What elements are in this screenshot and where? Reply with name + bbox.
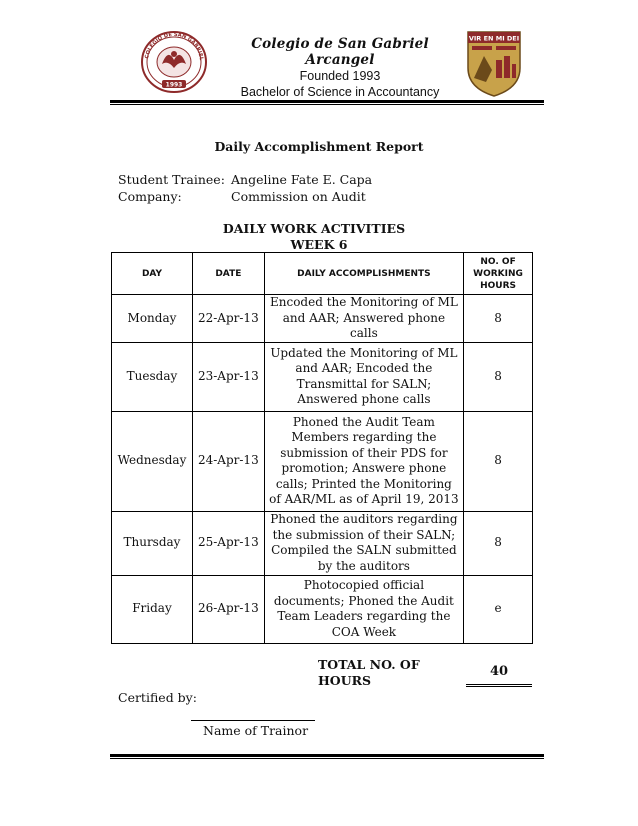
company-label: Company: [118,189,182,204]
cell-day: Monday [112,295,193,343]
footer-divider-thin [110,758,544,759]
total-hours-value: 40 [489,664,509,679]
trainee-label: Student Trainee: [118,172,225,187]
cell-accomplishment: Updated the Monitoring of ML and AAR; Encoded the Transmittal for SALN; Answered phone calls [264,342,463,411]
footer-divider [110,754,544,757]
seal-ring-text: COLEGIO DE SAN GABRIEL [144,31,204,61]
header-accomplishments: DAILY ACCOMPLISHMENTS [264,253,463,295]
cell-accomplishment: Encoded the Monitoring of ML and AAR; Answered phone calls [264,295,463,343]
activities-table [111,252,533,644]
cell-date: 22-Apr-13 [192,295,264,343]
company-name: Commission on Audit [231,189,366,204]
cell-hours: e [464,575,533,643]
cell-day: Tuesday [112,342,193,411]
week-label: WEEK 6 [290,237,348,252]
trainee-name: Angeline Fate E. Capa [231,172,373,187]
cell-date: 23-Apr-13 [192,342,264,411]
trainor-name-label: Name of Trainor [203,723,309,738]
cell-date: 26-Apr-13 [192,575,264,643]
table-header-row [112,253,533,295]
cell-day: Friday [112,575,193,643]
header-day: DAY [112,253,193,295]
table-row [112,511,533,575]
cell-accomplishment: Photocopied official documents; Phoned the Audit Team Leaders regarding the COA Week [264,575,463,643]
school-name: Colegio de San Gabriel Arcangel [251,36,429,68]
total-underline-double [466,686,532,687]
header-date: DATE [192,253,264,295]
founded-year: Founded 1993 [299,69,381,83]
total-hours-label: TOTAL NO. OF HOURS [318,657,420,688]
table-row [112,575,533,643]
department-crest-logo [464,30,524,98]
report-title: Daily Accomplishment Report [214,139,424,154]
cell-date: 25-Apr-13 [192,511,264,575]
seal-year: 1993 [165,81,183,89]
header-divider-thin [110,104,544,105]
header-hours: NO. OF WORKING HOURS [464,253,533,295]
table-row [112,295,533,343]
cell-hours: 8 [464,511,533,575]
cell-day: Wednesday [112,411,193,511]
cell-hours: 8 [464,295,533,343]
certified-by-label: Certified by: [118,690,197,705]
company-info [118,189,366,204]
total-underline [466,684,532,685]
header-divider [110,100,544,103]
cell-day: Thursday [112,511,193,575]
cell-date: 24-Apr-13 [192,411,264,511]
cell-hours: 8 [464,342,533,411]
school-seal-logo [140,30,208,94]
trainee-info [118,172,372,187]
letterhead [110,30,540,98]
signature-line [191,720,315,721]
cell-hours: 8 [464,411,533,511]
program-name: Bachelor of Science in Accountancy [240,85,440,99]
activities-title: DAILY WORK ACTIVITIES [222,221,406,236]
table-row [112,342,533,411]
crest-motto: VIR EN MI DEI [468,34,520,43]
cell-accomplishment: Phoned the auditors regarding the submission of their SALN; Compiled the SALN submitted by the auditors [264,511,463,575]
table-row [112,411,533,511]
cell-accomplishment: Phoned the Audit Team Members regarding the submission of their PDS for promotion; Answere phone calls; Printed the Monitoring of AAR/ML as of April 19, 2013 [264,411,463,511]
